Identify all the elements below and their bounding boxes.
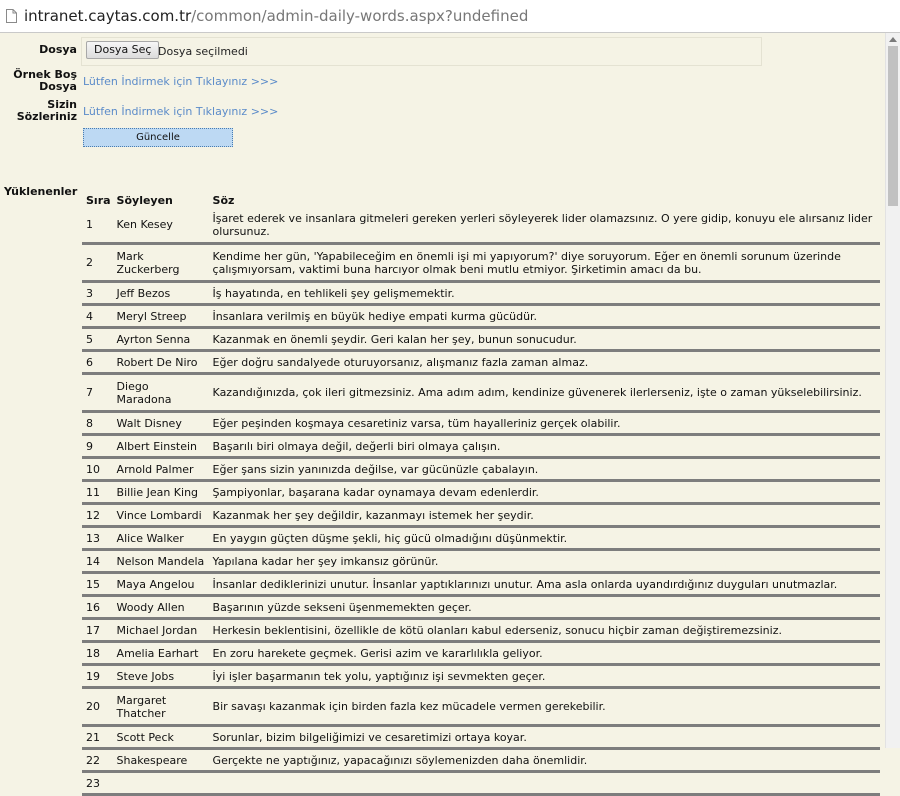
- file-upload-box: [81, 37, 762, 66]
- table-row: [82, 550, 880, 573]
- row-speaker: Alice Walker: [113, 527, 209, 550]
- table-row: [82, 435, 880, 458]
- header-speaker: Söyleyen: [116, 194, 173, 207]
- row-speaker: Nelson Mandela: [113, 550, 209, 573]
- row-quote: Kazanmak en önemli şeydir. Geri kalan her şey, bunun sonucudur.: [209, 328, 880, 351]
- row-no: 8: [82, 412, 113, 435]
- table-row: [82, 573, 880, 596]
- row-speaker: Scott Peck: [113, 726, 209, 749]
- table-row: [82, 619, 880, 642]
- your-words-label-line2: Sözleriniz: [16, 110, 77, 123]
- vertical-scrollbar[interactable]: [885, 33, 900, 748]
- row-quote: Başarının yüzde sekseni üşenmemekten geçer.: [209, 596, 880, 619]
- row-no: 4: [82, 305, 113, 328]
- table-row: [82, 749, 880, 772]
- table-row: [82, 412, 880, 435]
- table-row: [82, 665, 880, 688]
- table-row: [82, 642, 880, 665]
- row-speaker: Margaret Thatcher: [113, 688, 209, 726]
- table-row: [82, 772, 880, 795]
- daily-words-table: [82, 183, 880, 796]
- scroll-up-arrow-icon[interactable]: [889, 37, 897, 42]
- sample-file-label: [5, 69, 77, 93]
- row-quote: İnsanlara verilmiş en büyük hediye empati kurma gücüdür.: [209, 305, 880, 328]
- row-speaker: Amelia Earhart: [113, 642, 209, 665]
- row-speaker: Maya Angelou: [113, 573, 209, 596]
- row-no: 19: [82, 665, 113, 688]
- file-label: Dosya: [39, 43, 77, 56]
- row-no: 20: [82, 688, 113, 726]
- table-row: [82, 351, 880, 374]
- row-speaker: Walt Disney: [113, 412, 209, 435]
- row-quote: İşaret ederek ve insanlara gitmeleri gereken yerleri söyleyerek lider olamazsınız. O yere gidip, konuyu ele alırsanız lider olursunuz.: [209, 207, 880, 244]
- row-quote: Kazandığınızda, çok ileri gitmezsiniz. Ama adım adım, kendinize güvenerek ilerlerseniz, işte o zaman yükselebilirsiniz.: [209, 374, 880, 412]
- table-row: [82, 481, 880, 504]
- row-quote: İnsanlar dediklerinizi unutur. İnsanlar yaptıklarınızı unutur. Ama asla onlarda uyandırdığınız duyguları unutmazlar.: [209, 573, 880, 596]
- row-no: 23: [82, 772, 113, 795]
- row-speaker: [113, 772, 209, 795]
- header-quote: Söz: [212, 194, 235, 207]
- update-button[interactable]: Güncelle: [83, 128, 233, 147]
- row-no: 9: [82, 435, 113, 458]
- row-quote: Kendime her gün, 'Yapabileceğim en önemli işi mi yapıyorum?' diye soruyorum. Eğer en önemli sorunum üzerinde çalışmıyorsam, vaktimi buna harcıyor olmak beni mutlu etmiyor. Şirketimin amacı da bu.: [209, 244, 880, 282]
- row-speaker: Woody Allen: [113, 596, 209, 619]
- row-no: 22: [82, 749, 113, 772]
- row-quote: Eğer doğru sandalyede oturuyorsanız, alışmanız fazla zaman almaz.: [209, 351, 880, 374]
- row-speaker: Ayrton Senna: [113, 328, 209, 351]
- row-no: 3: [82, 282, 113, 305]
- row-no: 13: [82, 527, 113, 550]
- scrollbar-thumb[interactable]: [888, 46, 898, 206]
- row-quote: Sorunlar, bizim bilgeliğimizi ve cesaretimizi ortaya koyar.: [209, 726, 880, 749]
- your-words-label: [5, 99, 77, 123]
- row-quote: İyi işler başarmanın tek yolu, yaptığınız işi sevmekten geçer.: [209, 665, 880, 688]
- page-content: [0, 33, 885, 790]
- table-row: [82, 207, 880, 244]
- table-row: [82, 458, 880, 481]
- page-icon: [6, 9, 17, 23]
- row-speaker: Steve Jobs: [113, 665, 209, 688]
- url-text[interactable]: [24, 7, 528, 25]
- row-quote: En yaygın güçten düşme şekli, hiç gücü olmadığını düşünmektir.: [209, 527, 880, 550]
- table-row: [82, 244, 880, 282]
- row-speaker: Michael Jordan: [113, 619, 209, 642]
- row-speaker: Arnold Palmer: [113, 458, 209, 481]
- row-no: 14: [82, 550, 113, 573]
- table-row: [82, 504, 880, 527]
- table-header-row: [82, 183, 880, 207]
- row-no: 2: [82, 244, 113, 282]
- row-no: 16: [82, 596, 113, 619]
- row-quote: Eğer şans sizin yanınızda değilse, var gücünüzle çabalayın.: [209, 458, 880, 481]
- row-speaker: Shakespeare: [113, 749, 209, 772]
- table-row: [82, 374, 880, 412]
- row-quote: En zoru harekete geçmek. Gerisi azim ve kararlılıkla geliyor.: [209, 642, 880, 665]
- row-no: 18: [82, 642, 113, 665]
- table-row: [82, 596, 880, 619]
- row-no: 12: [82, 504, 113, 527]
- row-quote: Başarılı biri olmaya değil, değerli biri olmaya çalışın.: [209, 435, 880, 458]
- row-no: 11: [82, 481, 113, 504]
- row-speaker: Vince Lombardi: [113, 504, 209, 527]
- row-no: 5: [82, 328, 113, 351]
- file-status-text: Dosya seçilmedi: [158, 45, 248, 58]
- row-speaker: Robert De Niro: [113, 351, 209, 374]
- table-row: [82, 328, 880, 351]
- row-speaker: Meryl Streep: [113, 305, 209, 328]
- row-no: 21: [82, 726, 113, 749]
- table-row: [82, 282, 880, 305]
- row-speaker: Mark Zuckerberg: [113, 244, 209, 282]
- row-speaker: Ken Kesey: [113, 207, 209, 244]
- row-no: 1: [82, 207, 113, 244]
- row-quote: Bir savaşı kazanmak için birden fazla kez mücadele vermen gerekebilir.: [209, 688, 880, 726]
- table-row: [82, 305, 880, 328]
- url-host: intranet.caytas.com.tr: [24, 7, 192, 25]
- your-words-download-link[interactable]: Lütfen İndirmek için Tıklayınız >>>: [83, 105, 279, 118]
- row-speaker: Albert Einstein: [113, 435, 209, 458]
- sample-file-label-line1: Örnek Boş: [13, 68, 77, 81]
- row-quote: Kazanmak her şey değildir, kazanmayı istemek her şeydir.: [209, 504, 880, 527]
- table-row: [82, 726, 880, 749]
- row-no: 15: [82, 573, 113, 596]
- sample-file-label-line2: Dosya: [39, 80, 77, 93]
- row-quote: Şampiyonlar, başarana kadar oynamaya devam edenlerdir.: [209, 481, 880, 504]
- row-quote: İş hayatında, en tehlikeli şey gelişmemektir.: [209, 282, 880, 305]
- table-row: [82, 688, 880, 726]
- address-bar[interactable]: [0, 0, 900, 33]
- your-words-label-line1: Sizin: [47, 98, 77, 111]
- row-no: 6: [82, 351, 113, 374]
- row-speaker: Diego Maradona: [113, 374, 209, 412]
- row-no: 7: [82, 374, 113, 412]
- table-row: [82, 527, 880, 550]
- row-quote: Eğer peşinden koşmaya cesaretiniz varsa, tüm hayalleriniz gerçek olabilir.: [209, 412, 880, 435]
- row-no: 17: [82, 619, 113, 642]
- row-quote: Yapılana kadar her şey imkansız görünür.: [209, 550, 880, 573]
- uploaded-label: Yüklenenler: [4, 185, 78, 198]
- row-quote: [209, 772, 880, 795]
- row-speaker: Billie Jean King: [113, 481, 209, 504]
- row-no: 10: [82, 458, 113, 481]
- url-path: /common/admin-daily-words.aspx?undefined: [191, 7, 529, 25]
- sample-download-link[interactable]: Lütfen İndirmek için Tıklayınız >>>: [83, 75, 279, 88]
- row-speaker: Jeff Bezos: [113, 282, 209, 305]
- row-quote: Gerçekte ne yaptığınız, yapacağınızı söylemenizden daha önemlidir.: [209, 749, 880, 772]
- choose-file-button[interactable]: Dosya Seç: [86, 41, 159, 59]
- row-quote: Herkesin beklentisini, özellikle de kötü olanları kabul ederseniz, sonucu hiçbir zaman değiştiremezsiniz.: [209, 619, 880, 642]
- header-no: Sıra: [86, 194, 111, 207]
